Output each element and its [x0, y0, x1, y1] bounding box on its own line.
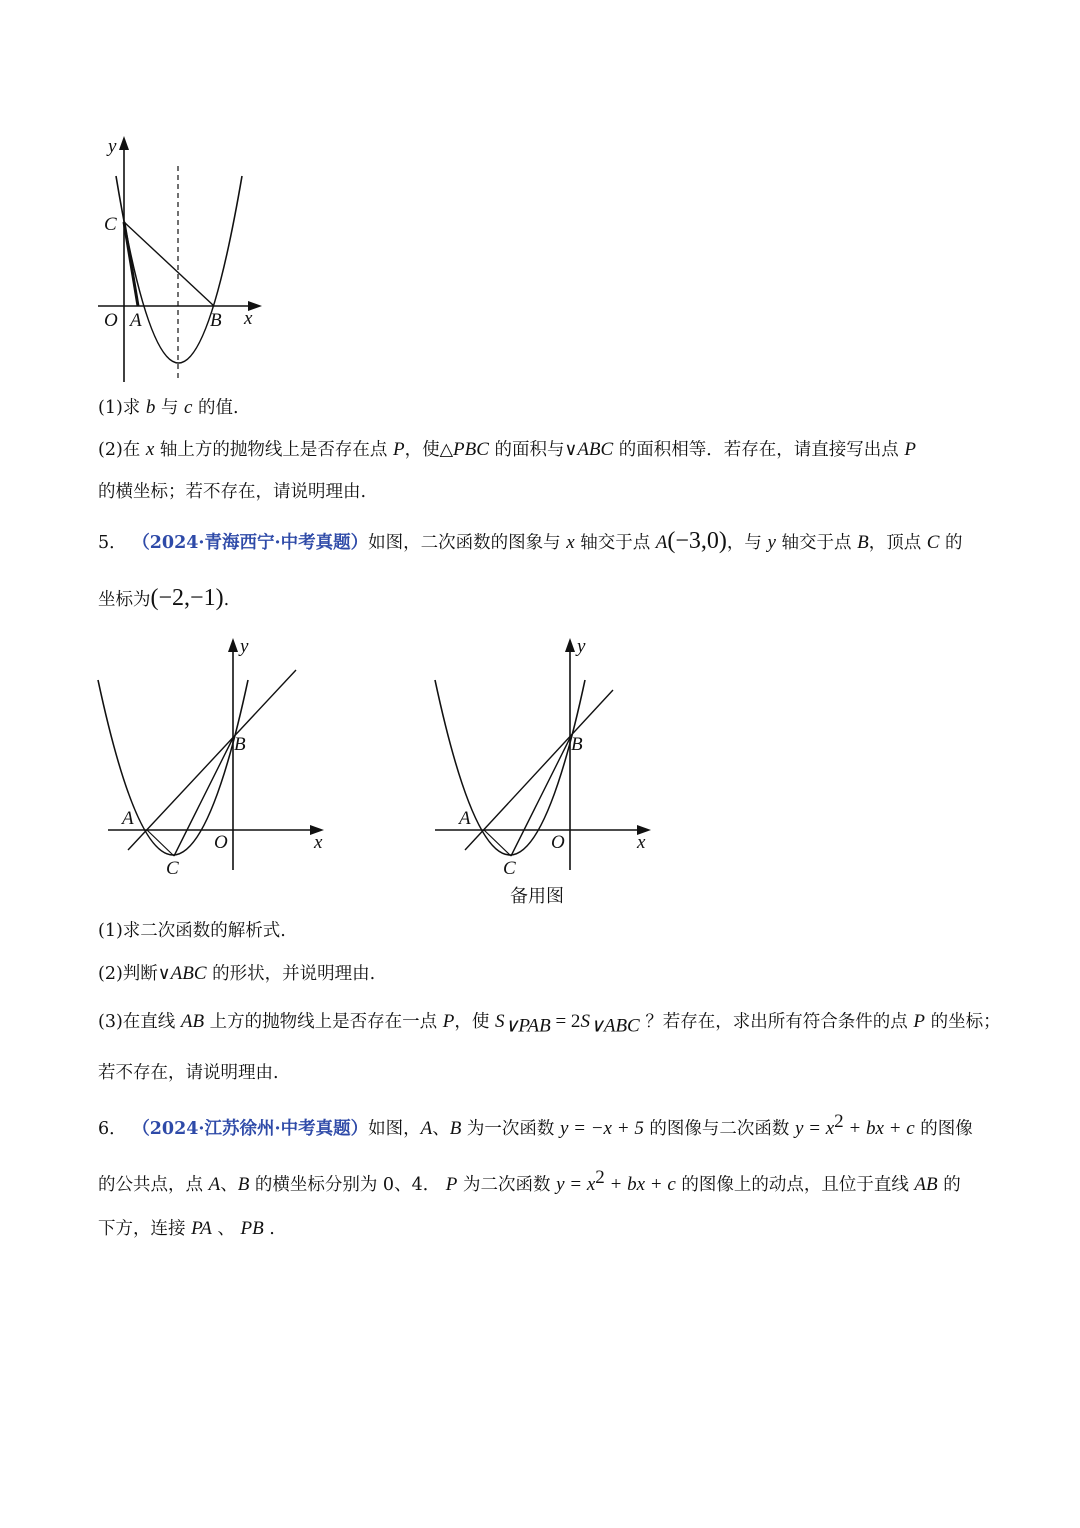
line-AB	[128, 670, 296, 850]
text: 上方的抛物线上是否存在一点	[209, 1012, 438, 1032]
text: .	[269, 1219, 275, 1239]
figure-parabola-q4	[90, 130, 280, 390]
question-source-link[interactable]: （2024·江苏徐州·中考真题）	[132, 1118, 369, 1139]
text: 的	[945, 533, 963, 553]
segment-CB	[124, 222, 214, 306]
text: 的图像上的动点，且位于直线	[681, 1174, 909, 1195]
text: 、	[432, 1118, 450, 1139]
text: 坐标为	[98, 590, 151, 610]
var-B: B	[449, 1117, 462, 1139]
text: ，与	[726, 533, 762, 553]
label-C: C	[104, 214, 117, 235]
text: 的图像	[920, 1118, 973, 1139]
segment-AC	[484, 830, 511, 856]
text: 的值.	[198, 398, 239, 418]
text: 的公共点，点	[98, 1174, 203, 1195]
label-x: x	[314, 832, 323, 853]
question-source-link[interactable]: （2024·青海西宁·中考真题）	[132, 533, 369, 553]
linear-function: y = −x + 5	[559, 1117, 644, 1139]
var-c: c	[184, 397, 193, 418]
var-P: P	[913, 1011, 925, 1032]
equals-two: = 2	[550, 1011, 581, 1032]
text: 的横坐标；若不存在，请说明理由.	[98, 482, 367, 502]
q5-header-cont	[98, 586, 229, 612]
var-y: y	[767, 532, 776, 553]
text: 的面积与∨	[494, 440, 578, 460]
segment-PB: PB	[240, 1218, 264, 1239]
area-subscript: ∨PAB	[504, 1015, 551, 1037]
text: 轴上方的抛物线上是否存在点	[159, 440, 388, 460]
text: 若不存在，请说明理由.	[98, 1063, 279, 1083]
label-C: C	[166, 858, 179, 879]
label-C: C	[503, 858, 516, 879]
text: ，顶点	[868, 533, 922, 553]
triangle-ABC: ABC	[170, 963, 207, 984]
q5-header	[98, 529, 963, 555]
q6-line2	[98, 1166, 961, 1197]
label-O: O	[104, 310, 118, 331]
area-S: S	[494, 1011, 505, 1032]
label-B: B	[571, 734, 583, 755]
text: 、	[220, 1174, 238, 1195]
var-A: A	[655, 532, 668, 553]
triangle-PBC: PBC	[453, 439, 489, 460]
text: 与	[160, 398, 179, 418]
label-O: O	[551, 832, 565, 853]
y-axis-arrow	[119, 136, 129, 150]
text: 判断∨	[122, 964, 171, 984]
q5-part3-cont	[98, 1061, 279, 1085]
point-A-coord: (−3,0)	[667, 528, 727, 554]
label-y: y	[108, 136, 117, 157]
quadratic-function: y = x	[794, 1117, 835, 1139]
area-subscript: ∨ABC	[589, 1015, 640, 1037]
part-number: (2)	[98, 440, 123, 460]
label-A: A	[130, 310, 142, 331]
text: 在直线	[122, 1012, 176, 1032]
line-AB: AB	[180, 1011, 205, 1032]
segment-AC	[147, 830, 174, 856]
quadratic-function: y = x	[556, 1173, 596, 1195]
label-y: y	[240, 636, 249, 657]
text: 轴交于点	[781, 533, 852, 553]
line-AB: AB	[914, 1173, 938, 1195]
text: 为二次函数	[462, 1174, 551, 1195]
var-C: C	[926, 532, 940, 553]
text: 的坐标；	[930, 1012, 1001, 1032]
q4-part2	[98, 438, 916, 462]
label-B: B	[210, 310, 222, 331]
var-P: P	[904, 439, 916, 460]
q5-part2	[98, 962, 375, 986]
q4-part1	[98, 396, 239, 420]
text: .	[223, 590, 230, 610]
var-B: B	[237, 1173, 250, 1195]
text: 的形状，并说明理由.	[212, 964, 376, 984]
q6-line3	[98, 1217, 275, 1241]
text: 如图，二次函数的图象与	[368, 533, 561, 553]
text: 的横坐标分别为 0、4．	[254, 1174, 441, 1195]
text: 的图像与二次函数	[649, 1118, 790, 1139]
text: 轴交于点	[580, 533, 651, 553]
text: 的	[943, 1174, 961, 1195]
area-S: S	[580, 1011, 590, 1032]
var-P: P	[392, 439, 405, 460]
exponent: 2	[595, 1167, 605, 1188]
quadratic-function-rest: + bx + c	[604, 1173, 676, 1195]
part-number: (2)	[98, 964, 123, 984]
var-A: A	[208, 1173, 221, 1195]
var-b: b	[145, 397, 156, 418]
label-O: O	[214, 832, 228, 853]
backup-figure-caption: 备用图	[510, 886, 564, 907]
var-B: B	[857, 532, 869, 553]
figure-parabola-q5-backup	[427, 630, 677, 880]
parabola	[435, 680, 585, 855]
var-x: x	[145, 439, 155, 460]
text: ？若存在，求出所有符合条件的点	[645, 1012, 908, 1032]
part-number: (1)	[98, 398, 123, 418]
text: 的面积相等．若存在，请直接写出点	[618, 440, 899, 460]
text: 下方，连接	[98, 1219, 186, 1239]
vertex-C-coord: (−2,−1)	[150, 585, 224, 611]
question-number: 5．	[98, 533, 127, 553]
q5-part1	[98, 919, 286, 943]
var-P: P	[445, 1173, 458, 1195]
text: 、	[217, 1219, 235, 1239]
label-B: B	[234, 734, 246, 755]
text: 求	[122, 398, 141, 418]
part-number: (3)	[98, 1012, 123, 1032]
parabola	[116, 176, 242, 363]
q6-header	[98, 1110, 973, 1141]
label-x: x	[637, 832, 646, 853]
exponent: 2	[834, 1111, 844, 1132]
part-number: (1)	[98, 921, 123, 941]
q5-part3	[98, 1010, 1001, 1039]
var-x: x	[566, 532, 575, 553]
text: 求二次函数的解析式.	[122, 921, 286, 941]
var-A: A	[420, 1117, 433, 1139]
segment-CA	[124, 222, 138, 306]
q4-part2-cont	[98, 480, 366, 504]
question-number: 6．	[98, 1118, 127, 1139]
text: ，使	[454, 1012, 490, 1032]
y-axis-arrow	[565, 638, 575, 652]
var-P: P	[442, 1011, 455, 1032]
y-axis-arrow	[228, 638, 238, 652]
text: 为一次函数	[466, 1118, 555, 1139]
segment-PA: PA	[191, 1218, 212, 1239]
label-A: A	[122, 808, 134, 829]
quadratic-function-rest: + bx + c	[843, 1117, 915, 1139]
text: 如图，	[368, 1118, 421, 1139]
text: 在	[122, 440, 141, 460]
text: ，使△	[404, 440, 454, 460]
parabola	[98, 680, 248, 855]
line-AB	[465, 690, 613, 850]
label-y: y	[577, 636, 586, 657]
label-A: A	[459, 808, 471, 829]
label-x: x	[244, 308, 253, 329]
figure-parabola-q5	[90, 630, 340, 880]
triangle-ABC: ABC	[577, 439, 614, 460]
